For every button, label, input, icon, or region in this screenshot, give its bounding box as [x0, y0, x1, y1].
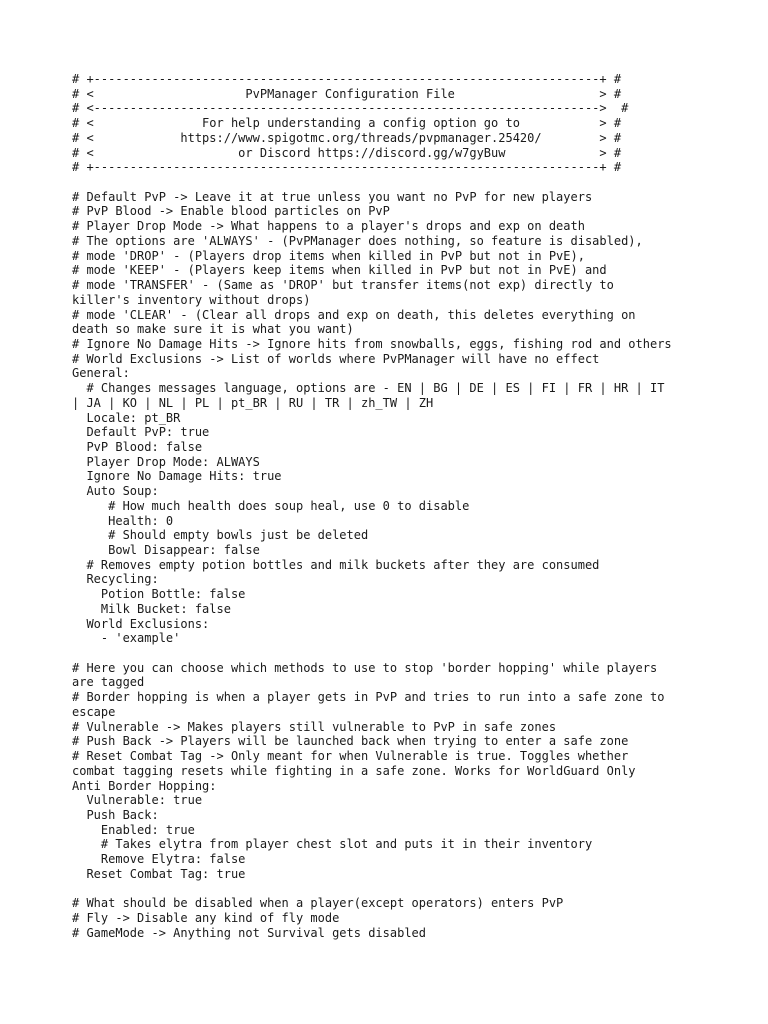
- config-line: # Ignore No Damage Hits -> Ignore hits from snowballs, eggs, fishing rod and others: [72, 336, 672, 351]
- config-document: [72, 72, 712, 940]
- config-line: Enabled: true: [72, 822, 195, 837]
- config-line: # mode 'KEEP' - (Players keep items when killed in PvP but not in PvE) and: [72, 263, 607, 278]
- config-line: Locale: pt_BR: [72, 410, 181, 425]
- config-line: Ignore No Damage Hits: true: [72, 469, 282, 484]
- header-line: # +----------------------------------------------------------------------+ #: [72, 72, 622, 86]
- config-line: # Vulnerable -> Makes players still vulnerable to PvP in safe zones: [72, 719, 557, 734]
- config-line: death so make sure it is what you want): [72, 322, 354, 337]
- config-line: # The options are 'ALWAYS' - (PvPManager does nothing, so feature is disabled),: [72, 233, 643, 248]
- disabled-in-pvp-section: [72, 896, 712, 940]
- config-line: Default PvP: true: [72, 425, 210, 440]
- config-line: PvP Blood: false: [72, 439, 203, 454]
- config-line: are tagged: [72, 675, 145, 690]
- config-line: # mode 'CLEAR' - (Clear all drops and exp on death, this deletes everything on: [72, 307, 636, 322]
- config-line: Recycling:: [72, 572, 159, 587]
- config-line: combat tagging resets while fighting in a safe zone. Works for WorldGuard Only: [72, 763, 636, 778]
- config-line: # Takes elytra from player chest slot and puts it in their inventory: [72, 837, 593, 852]
- config-line: escape: [72, 704, 116, 719]
- config-line: Potion Bottle: false: [72, 587, 246, 602]
- config-line: # Border hopping is when a player gets in PvP and tries to run into a safe zone to: [72, 690, 665, 705]
- config-line: # mode 'DROP' - (Players drop items when killed in PvP but not in PvE),: [72, 248, 585, 263]
- border-hopping-section: [72, 661, 712, 882]
- config-line: # Push Back -> Players will be launched back when trying to enter a safe zone: [72, 734, 629, 749]
- config-line: General:: [72, 366, 130, 381]
- config-line: # Reset Combat Tag -> Only meant for when Vulnerable is true. Toggles whether: [72, 749, 629, 764]
- config-line: - 'example': [72, 631, 181, 646]
- config-line: Auto Soup:: [72, 484, 159, 499]
- config-line: # World Exclusions -> List of worlds where PvPManager will have no effect: [72, 351, 600, 366]
- config-line: # GameMode -> Anything not Survival gets disabled: [72, 925, 427, 940]
- config-line: Bowl Disappear: false: [72, 543, 260, 557]
- header-line: # <----------------------------------------------------------------------> #: [72, 101, 629, 116]
- blank-line: [72, 646, 712, 661]
- config-line: World Exclusions:: [72, 616, 210, 631]
- config-line: # Here you can choose which methods to use to stop 'border hopping' while players: [72, 660, 658, 675]
- config-line: Reset Combat Tag: true: [72, 866, 246, 881]
- header-box: [72, 72, 712, 175]
- config-line: # Default PvP -> Leave it at true unless you want no PvP for new players: [72, 189, 593, 204]
- config-line: # PvP Blood -> Enable blood particles on PvP: [72, 204, 390, 219]
- config-line: # What should be disabled when a player(except operators) enters PvP: [72, 896, 564, 911]
- config-line: # Changes messages language, options are - EN | BG | DE | ES | FI | FR | HR | IT: [72, 381, 665, 396]
- config-line: # Player Drop Mode -> What happens to a player's drops and exp on death: [72, 219, 585, 234]
- config-line: Vulnerable: true: [72, 793, 203, 808]
- config-line: Player Drop Mode: ALWAYS: [72, 454, 260, 469]
- config-line: # Fly -> Disable any kind of fly mode: [72, 910, 340, 925]
- header-line: # < https://www.spigotmc.org/threads/pvpmanager.25420/ > #: [72, 130, 622, 145]
- config-line: # Should empty bowls just be deleted: [72, 528, 369, 543]
- header-line: # < or Discord https://discord.gg/w7gyBuw > #: [72, 145, 622, 160]
- header-line: # < For help understanding a config option go to > #: [72, 116, 622, 131]
- blank-line: [72, 175, 712, 190]
- general-section: [72, 190, 712, 646]
- blank-line: [72, 882, 712, 897]
- config-line: killer's inventory without drops): [72, 292, 311, 307]
- config-line: | JA | KO | NL | PL | pt_BR | RU | TR | zh_TW | ZH: [72, 395, 434, 410]
- config-line: Milk Bucket: false: [72, 601, 231, 616]
- config-line: # mode 'TRANSFER' - (Same as 'DROP' but transfer items(not exp) directly to: [72, 278, 614, 293]
- header-line: # +----------------------------------------------------------------------+ #: [72, 160, 622, 175]
- config-line: Remove Elytra: false: [72, 852, 246, 867]
- config-line: Push Back:: [72, 807, 159, 822]
- config-line: Health: 0: [72, 513, 174, 528]
- config-line: Anti Border Hopping:: [72, 778, 217, 793]
- header-line: # < PvPManager Configuration File > #: [72, 86, 622, 101]
- config-line: # Removes empty potion bottles and milk buckets after they are consumed: [72, 557, 600, 572]
- config-line: # How much health does soup heal, use 0 to disable: [72, 498, 470, 513]
